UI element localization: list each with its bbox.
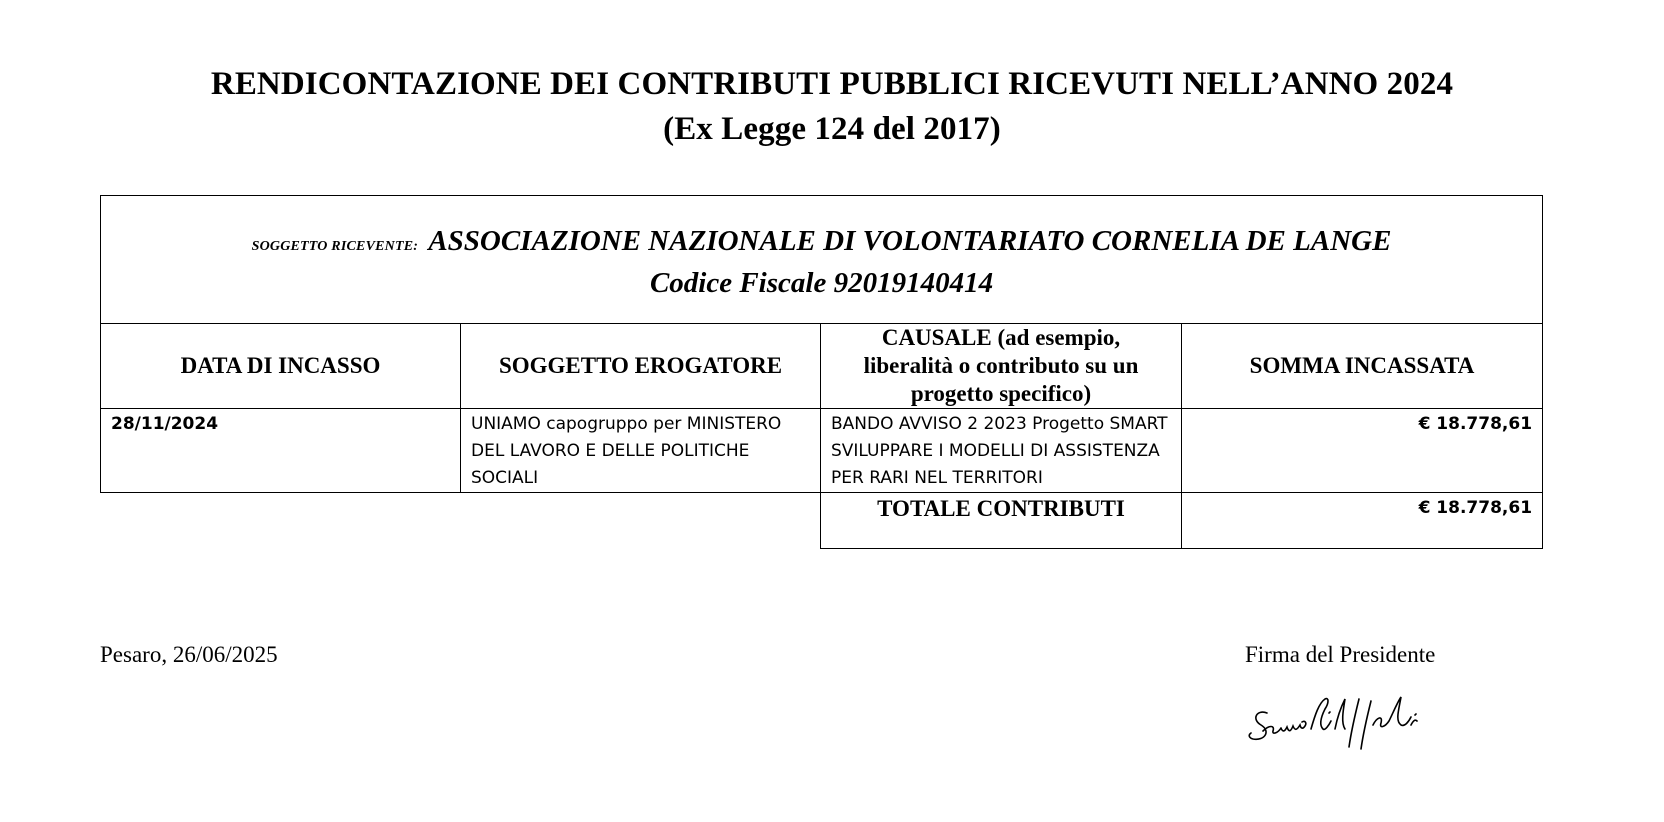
- contributions-table: [100, 195, 1543, 549]
- handwritten-signature: [1245, 685, 1445, 765]
- place-date: Pesaro, 26/06/2025: [100, 642, 278, 667]
- title-line-1: RENDICONTAZIONE DEI CONTRIBUTI PUBBLICI RICEVUTI NELL’ANNO 2024: [210, 66, 1454, 102]
- header-payer: SOGGETTO EROGATORE: [461, 324, 821, 409]
- table-header-row: [101, 324, 1543, 409]
- recipient-fiscal-code: Codice Fiscale 92019140414: [649, 266, 994, 299]
- signature-label: Firma del Presidente: [1245, 642, 1436, 667]
- total-row: [101, 493, 1543, 549]
- row-payer: UNIAMO capogruppo per MINISTERO DEL LAVORO E DELLE POLITICHE SOCIALI: [461, 409, 821, 493]
- header-reason: CAUSALE (ad esempio, liberalità o contributo su un progetto specifico): [821, 324, 1182, 409]
- row-reason: BANDO AVVISO 2 2023 Progetto SMART SVILUPPARE I MODELLI DI ASSISTENZA PER RARI NEL TERRITORI: [821, 409, 1182, 493]
- row-date: 28/11/2024: [101, 409, 461, 493]
- total-label: TOTALE CONTRIBUTI: [821, 493, 1182, 549]
- recipient-name: ASSOCIAZIONE NAZIONALE DI VOLONTARIATO CORNELIA DE LANGE: [428, 224, 1392, 257]
- total-amount: € 18.778,61: [1182, 493, 1543, 549]
- recipient-cell: [101, 196, 1543, 324]
- table-row: [101, 409, 1543, 493]
- document-title: [0, 62, 1664, 152]
- header-date: DATA DI INCASSO: [101, 324, 461, 409]
- row-amount: € 18.778,61: [1182, 409, 1543, 493]
- recipient-row: [101, 196, 1543, 324]
- header-amount: SOMMA INCASSATA: [1182, 324, 1543, 409]
- title-line-2: (Ex Legge 124 del 2017): [663, 111, 1001, 147]
- recipient-prefix: SOGGETTO RICEVENTE:: [251, 238, 419, 254]
